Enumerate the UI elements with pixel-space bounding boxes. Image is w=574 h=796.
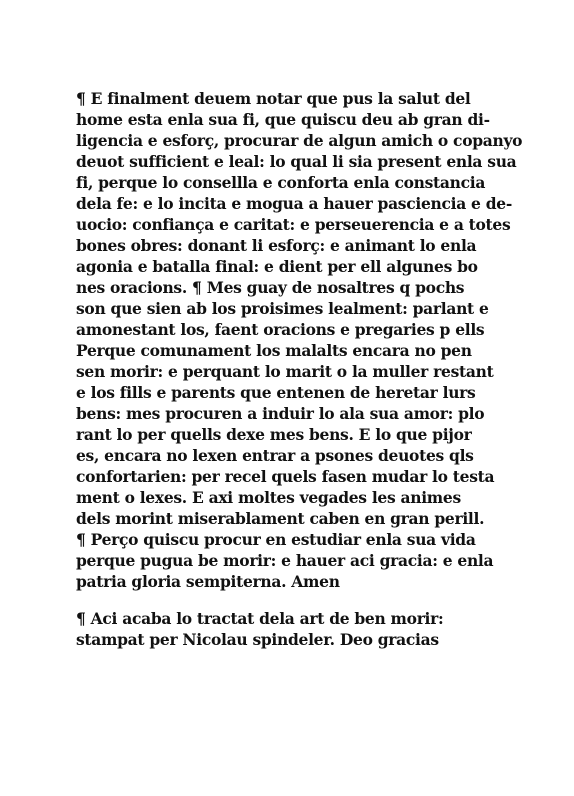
- body-line-17: rant lo per quells dexe mes bens. E lo que pijor: [76, 425, 472, 444]
- body-line-7: uocio: confiança e caritat: e perseuerencia e a totes: [76, 215, 511, 234]
- body-line-16: bens: mes procuren a induir lo ala sua amor: plo: [76, 404, 485, 423]
- body-line-13: Perque comunament los malalts encara no pen: [76, 341, 472, 360]
- paragraph-gap: [76, 592, 466, 608]
- body-line-20: ment o lexes. E axi moltes vegades les animes: [76, 488, 461, 507]
- body-line-6: dela fe: e lo incita e mogua a hauer pasciencia e de-: [76, 194, 512, 213]
- body-line-24: patria gloria sempiterna. Amen: [76, 572, 340, 591]
- body-line-8: bones obres: donant li esforç: e animant lo enla: [76, 236, 477, 255]
- body-line-15: e los fills e parents que entenen de heretar lurs: [76, 383, 476, 402]
- body-line-5: fi, perque lo consellla e conforta enla constancia: [76, 173, 486, 192]
- body-line-11: son que sien ab los proisimes lealment: parlant e: [76, 299, 489, 318]
- colophon: [76, 608, 466, 650]
- body-line-1: ¶ E finalment deuem notar que pus la salut del: [76, 89, 471, 108]
- body-line-21: dels morint miserablament caben en gran perill.: [76, 509, 485, 528]
- body-line-14: sen morir: e perquant lo marit o la muller restant: [76, 362, 494, 381]
- text-block: [76, 88, 523, 650]
- body-line-9: agonia e batalla final: e dient per ell algunes bo: [76, 257, 478, 276]
- body-line-22: ¶ Perço quiscu procur en estudiar enla sua vida: [76, 530, 476, 549]
- body-line-12: amonestant los, faent oracions e pregaries p ells: [76, 320, 485, 339]
- body-line-19: confortarien: per recel quels fasen mudar lo testa: [76, 467, 495, 486]
- body-line-3: ligencia e esforç, procurar de algun amich o copanyo: [76, 131, 523, 150]
- body-line-23: perque pugua be morir: e hauer aci gracia: e enla: [76, 551, 494, 570]
- colophon-line-2: stampat per Nicolau spindeler. Deo gracias: [76, 630, 439, 649]
- body-line-2: home esta enla sua fi, que quiscu deu ab gran di-: [76, 110, 490, 129]
- colophon-line-1: ¶ Aci acaba lo tractat dela art de ben morir:: [76, 609, 444, 628]
- body-line-18: es, encara no lexen entrar a psones deuotes qls: [76, 446, 474, 465]
- body-line-10: nes oracions. ¶ Mes guay de nosaltres q pochs: [76, 278, 465, 297]
- body-line-4: deuot sufficient e leal: lo qual li sia present enla sua: [76, 152, 517, 171]
